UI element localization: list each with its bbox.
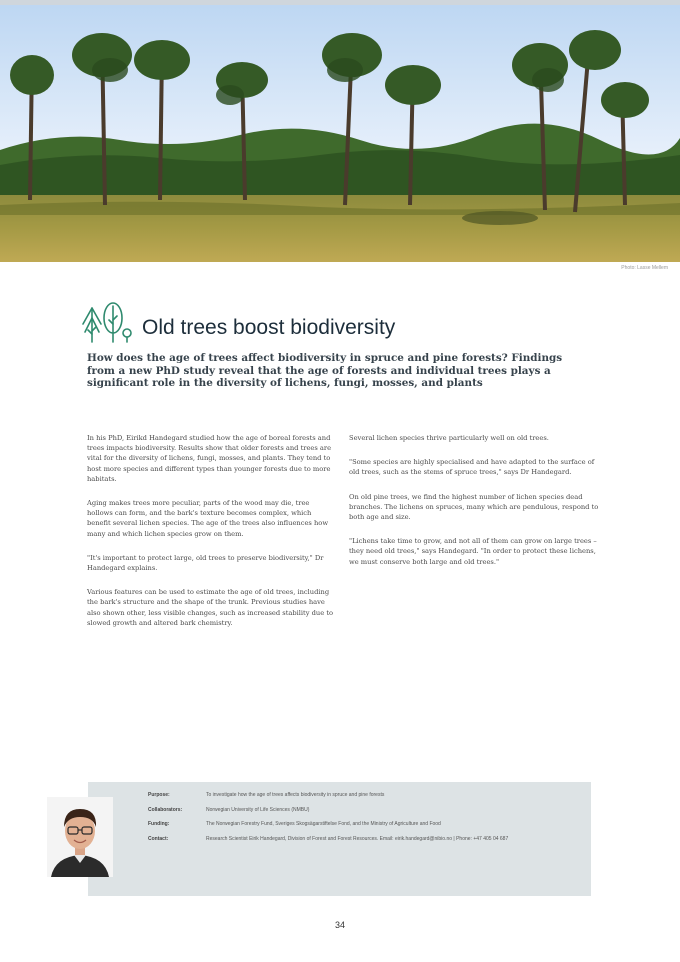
fact-value: Norwegian University of Life Sciences (NMBU) (206, 806, 310, 813)
researcher-portrait (47, 797, 113, 877)
fact-row-collaborators (148, 807, 588, 822)
fact-box (88, 782, 591, 896)
fact-row-contact (148, 836, 588, 851)
body-paragraph: "It's important to protect large, old trees to preserve biodiversity," Dr Handegard explains. (87, 553, 324, 573)
fact-label: Purpose: (148, 792, 170, 798)
fact-label: Contact: (148, 835, 169, 842)
trees-icon (80, 300, 136, 344)
body-paragraph: "Lichens take time to grow, and not all of them can grow on large trees – they need old trees," says Handegard. "In order to protect these lichens, we must conserve both large and old trees." (349, 537, 597, 566)
fact-row-purpose (148, 792, 588, 807)
body-paragraph: On old pine trees, we find the highest number of lichen species dead branches. The lichens on spruces, many which are pendulous, respond to both age and size. (349, 492, 599, 522)
body-column-left (87, 433, 337, 642)
body-paragraph: Several lichen species thrive particularly well on old trees. (349, 434, 549, 442)
body-paragraph: In his PhD, Eirikd Handegard studied how the age of boreal forests and trees impacts biodiversity. Results show that older forests and trees are vital for the diversity of lichens, fungi, mosses, and plants. They tend to host more species and different types than younger forests due to more habitats. (87, 434, 332, 483)
section-heading (80, 300, 395, 344)
body-column-right (349, 433, 599, 581)
fact-value: The Norwegian Forestry Fund, Sveriges Skogsägarstiftelse Fond, and the Ministry of Agriculture and Food (206, 821, 441, 827)
fact-value: To investigate how the age of trees affects biodiversity in spruce and pine forests (206, 792, 385, 798)
forest-photo (0, 0, 680, 262)
body-paragraph: "Some species are highly specialised and have adapted to the surface of old trees, such as the stems of spruce trees," says Dr Handegard. (349, 458, 595, 477)
intro-lead: How does the age of trees affect biodiversity in spruce and pine forests? Findings from a new PhD study reveal that the age of forests and individual trees plays a significant role in the diversity of lichens, fungi, mosses, and plants (87, 352, 563, 389)
fact-value: Research Scientist Eirik Handegard, Division of Forest and Forest Resources. Email: eirik.handegard@nibio.no | Phone: +47 405 04 687 (206, 835, 509, 842)
page-title: Old trees boost biodiversity (142, 316, 396, 339)
fact-table (148, 792, 588, 850)
body-paragraph: Various features can be used to estimate the age of old trees, including the bark's structure and the shape of the trunk. Previous studies have also shown other, less visible changes, such as increased stability due to slowed growth and altered bark chemistry. (87, 588, 334, 627)
fact-label: Funding: (148, 821, 170, 827)
fact-row-funding (148, 821, 588, 836)
body-paragraph: Aging makes trees more peculiar, parts of the wood may die, tree hollows can form, and the bark's texture becomes complex, which benefit several lichen species. The age of the trees also influences how many and which lichen species grow on them. (87, 499, 329, 538)
page-number: 34 (334, 920, 345, 930)
fact-label: Collaborators: (148, 806, 183, 813)
photo-credit: Photo: Lasse Mellem (621, 265, 668, 271)
